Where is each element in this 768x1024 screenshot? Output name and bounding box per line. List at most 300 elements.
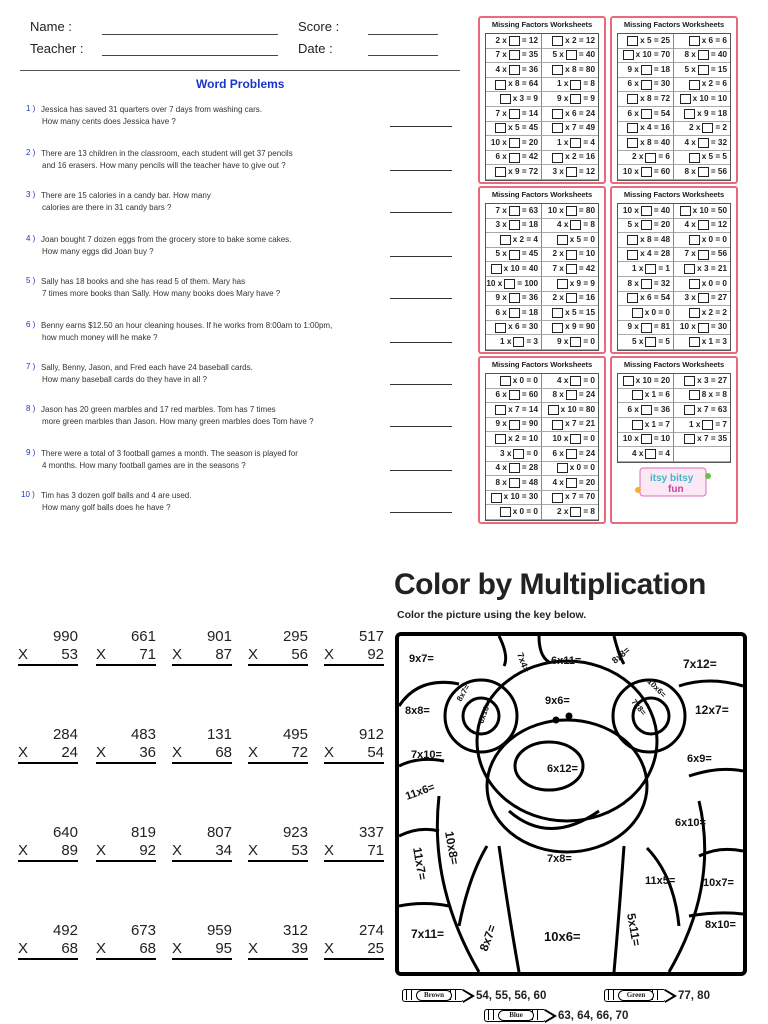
equation-suffix: x 8 = 64 <box>508 79 538 89</box>
factor-equation <box>674 292 730 307</box>
answer-box[interactable] <box>566 390 577 400</box>
equation-prefix: 4 x <box>495 463 507 473</box>
missing-factors-card <box>478 16 606 184</box>
factor-equation <box>674 204 730 219</box>
answer-box[interactable] <box>570 434 581 444</box>
answer-box[interactable] <box>552 420 563 430</box>
times-sign: X <box>18 744 29 761</box>
region-label: 10x6= <box>544 929 581 944</box>
equation-suffix: = 12 <box>710 220 727 230</box>
factor-equation <box>618 151 674 166</box>
equation-prefix: 7 x <box>552 264 564 274</box>
answer-box[interactable] <box>689 279 700 289</box>
equation-suffix: x 7 = 21 <box>565 419 595 429</box>
answer-box[interactable] <box>684 109 695 119</box>
answer-box[interactable] <box>552 109 563 119</box>
factor-equation <box>486 462 542 477</box>
answer-box[interactable] <box>570 220 581 230</box>
equation-prefix: 10 x <box>622 434 639 444</box>
region-label: 8x7= <box>454 682 472 703</box>
answer-box[interactable] <box>702 123 713 133</box>
question-text: How many eggs did Joan buy ? <box>42 247 154 256</box>
equation-suffix: = 81 <box>653 322 670 332</box>
answer-box[interactable] <box>500 507 511 517</box>
answer-box[interactable] <box>645 449 656 459</box>
region-label: 9x6= <box>545 695 570 707</box>
equation-suffix: x 9 = 9 <box>569 278 595 288</box>
answer-box[interactable] <box>548 405 559 415</box>
answer-line[interactable] <box>390 298 452 299</box>
equation-prefix: 4 x <box>556 220 569 230</box>
times-sign: X <box>172 744 183 761</box>
equation-suffix: = 12 <box>578 167 595 177</box>
answer-box[interactable] <box>570 337 581 347</box>
factor-equation <box>486 92 542 107</box>
region-label: 8x8= <box>405 705 430 717</box>
answer-box[interactable] <box>552 153 563 163</box>
answer-box[interactable] <box>495 80 506 90</box>
equation-suffix: x 7 = 63 <box>697 405 727 415</box>
answer-box[interactable] <box>509 50 520 60</box>
factor-equation <box>542 277 598 292</box>
multiplier: 53 <box>61 646 78 663</box>
missing-factors-card <box>478 356 606 524</box>
answer-box[interactable] <box>632 390 643 400</box>
question-text: calories are there in 31 candy bars ? <box>42 203 172 212</box>
equation-suffix: = 14 <box>521 108 538 118</box>
question-number: 7 ) <box>26 362 36 371</box>
equation-prefix: 9 x <box>495 419 507 429</box>
answer-box[interactable] <box>509 308 520 318</box>
equation-suffix: = 35 <box>521 50 538 60</box>
equation-prefix: 9 x <box>495 293 507 303</box>
answer-box[interactable] <box>684 434 695 444</box>
answer-box[interactable] <box>623 376 634 386</box>
word-problems-title: Word Problems <box>196 77 285 91</box>
question-number: 9 ) <box>26 448 36 457</box>
equation-prefix: 7 x <box>495 108 507 118</box>
answer-box[interactable] <box>684 405 695 415</box>
multiplicand: 807 <box>206 824 232 841</box>
answer-box[interactable] <box>509 293 520 303</box>
multiplier-row <box>96 646 156 666</box>
equation-prefix: 10 x <box>490 137 507 147</box>
answer-box[interactable] <box>509 420 520 430</box>
answer-box[interactable] <box>698 250 709 260</box>
equation-suffix: x 9 = 18 <box>697 108 727 118</box>
answer-box[interactable] <box>566 264 577 274</box>
equation-suffix: x 9 = 72 <box>508 167 538 177</box>
multiplication-problem <box>96 628 156 666</box>
logo-text-bottom: fun <box>668 484 684 495</box>
equation-suffix: x 8 = 40 <box>640 137 670 147</box>
multiplicand: 923 <box>282 824 308 841</box>
factor-equation <box>542 447 598 462</box>
factor-equation <box>674 34 730 49</box>
answer-box[interactable] <box>698 138 709 148</box>
answer-box[interactable] <box>557 463 568 473</box>
equation-prefix: 8 x <box>552 390 564 400</box>
factor-equation <box>618 262 674 277</box>
equation-prefix: 2 x <box>552 249 564 259</box>
answer-box[interactable] <box>645 264 656 274</box>
answer-box[interactable] <box>570 376 581 386</box>
multiplication-problem <box>324 922 384 960</box>
answer-box[interactable] <box>698 65 709 75</box>
equation-suffix: x 3 = 27 <box>697 375 727 385</box>
multiplicand: 912 <box>358 726 384 743</box>
factor-equation <box>486 49 542 64</box>
answer-box[interactable] <box>513 449 524 459</box>
question-text: more green marbles than Jason. How many green marbles does Tom have ? <box>42 417 314 426</box>
bear-drawing <box>399 636 743 972</box>
factor-equation <box>618 277 674 292</box>
equation-suffix: x 5 = 25 <box>640 35 670 45</box>
factor-equation <box>486 389 542 404</box>
equation-prefix: 1 x <box>688 419 701 429</box>
bear-eye-right <box>566 713 573 720</box>
answer-box[interactable] <box>566 250 577 260</box>
equation-prefix: 2 x <box>556 507 569 517</box>
answer-box[interactable] <box>689 337 700 347</box>
multiplicand: 495 <box>282 726 308 743</box>
answer-box[interactable] <box>627 94 638 104</box>
score-line <box>368 34 438 35</box>
equation-suffix: x 2 = 6 <box>701 79 727 89</box>
answer-box[interactable] <box>627 138 638 148</box>
answer-box[interactable] <box>641 65 652 75</box>
equation-suffix: x 8 = 72 <box>640 94 670 104</box>
answer-box[interactable] <box>641 167 652 177</box>
factor-equation <box>542 491 598 506</box>
times-sign: X <box>248 940 259 957</box>
answer-box[interactable] <box>566 293 577 303</box>
multiplier-row <box>18 646 78 666</box>
answer-line[interactable] <box>390 470 452 471</box>
answer-line[interactable] <box>390 212 452 213</box>
equation-suffix: x 2 = 10 <box>508 434 538 444</box>
answer-box[interactable] <box>504 279 515 289</box>
card-title: Missing Factors Worksheets <box>491 20 593 29</box>
answer-line[interactable] <box>390 384 452 385</box>
factor-equation <box>674 389 730 404</box>
answer-line[interactable] <box>390 170 452 171</box>
multiplication-problem <box>248 824 308 862</box>
equation-suffix: x 8 = 48 <box>640 234 670 244</box>
answer-box[interactable] <box>627 235 638 245</box>
answer-box[interactable] <box>495 323 506 333</box>
equation-suffix: = 4 <box>658 449 670 459</box>
multiplicand: 274 <box>358 922 384 939</box>
answer-box[interactable] <box>698 50 709 60</box>
factor-equation <box>674 92 730 107</box>
equation-suffix: = 28 <box>521 463 538 473</box>
answer-line[interactable] <box>390 426 452 427</box>
multiplicand: 661 <box>130 628 156 645</box>
answer-box[interactable] <box>702 420 713 430</box>
times-sign: X <box>18 646 29 663</box>
answer-box[interactable] <box>627 250 638 260</box>
date-line <box>368 55 438 56</box>
answer-box[interactable] <box>552 493 563 503</box>
answer-box[interactable] <box>641 220 652 230</box>
answer-box[interactable] <box>698 323 709 333</box>
factor-equation <box>674 219 730 234</box>
answer-box[interactable] <box>509 65 520 75</box>
answer-box[interactable] <box>552 65 563 75</box>
answer-box[interactable] <box>645 153 656 163</box>
answer-box[interactable] <box>632 308 643 318</box>
equation-suffix: = 0 <box>583 434 595 444</box>
answer-box[interactable] <box>698 293 709 303</box>
name-label: Name : <box>30 19 72 34</box>
equation-prefix: 4 x <box>684 220 696 230</box>
equation-suffix: x 3 = 21 <box>697 264 727 274</box>
question-number: 10 ) <box>21 490 35 499</box>
multiplier-row <box>248 842 308 862</box>
answer-box[interactable] <box>500 94 511 104</box>
factor-equation <box>618 321 674 336</box>
factor-equation <box>618 122 674 137</box>
equation-prefix: 8 x <box>684 167 696 177</box>
answer-box[interactable] <box>509 478 520 488</box>
color-by-multiplication-title: Color by Multiplication <box>394 568 706 601</box>
multiplier: 24 <box>61 744 78 761</box>
answer-box[interactable] <box>632 420 643 430</box>
question-text: There are 13 children in the classroom, each student will get 37 pencils <box>41 149 293 158</box>
answer-box[interactable] <box>641 323 652 333</box>
answer-box[interactable] <box>641 405 652 415</box>
question-number: 3 ) <box>26 190 36 199</box>
answer-box[interactable] <box>627 123 638 133</box>
answer-box[interactable] <box>566 167 577 177</box>
equation-suffix: x 10 = 40 <box>503 264 538 274</box>
answer-box[interactable] <box>509 390 520 400</box>
equation-prefix: 8 x <box>684 50 696 60</box>
answer-box[interactable] <box>689 308 700 318</box>
answer-box[interactable] <box>641 109 652 119</box>
factor-equation <box>486 136 542 151</box>
factor-equation <box>486 233 542 248</box>
equation-prefix: 6 x <box>627 405 639 415</box>
equation-suffix: x 10 = 70 <box>635 50 670 60</box>
answer-box[interactable] <box>495 434 506 444</box>
answer-box[interactable] <box>557 235 568 245</box>
answer-box[interactable] <box>566 50 577 60</box>
factor-equation <box>486 306 542 321</box>
answer-box[interactable] <box>509 206 520 216</box>
equation-prefix: 3 x <box>495 220 507 230</box>
answer-box[interactable] <box>491 264 502 274</box>
answer-box[interactable] <box>491 493 502 503</box>
factor-equation <box>674 277 730 292</box>
answer-box[interactable] <box>570 507 581 517</box>
answer-box[interactable] <box>680 94 691 104</box>
answer-box[interactable] <box>495 123 506 133</box>
answer-box[interactable] <box>500 235 511 245</box>
answer-box[interactable] <box>509 250 520 260</box>
bg-line-8 <box>399 829 439 836</box>
equation-prefix: 10 x <box>622 205 639 215</box>
answer-box[interactable] <box>509 36 520 46</box>
answer-box[interactable] <box>495 167 506 177</box>
question-text: and 16 erasers. How many pencils will the teacher have to give out ? <box>42 161 286 170</box>
answer-box[interactable] <box>509 138 520 148</box>
answer-box[interactable] <box>566 206 577 216</box>
answer-box[interactable] <box>641 279 652 289</box>
equation-suffix: = 32 <box>710 137 727 147</box>
equation-suffix: = 36 <box>521 293 538 303</box>
answer-box[interactable] <box>509 463 520 473</box>
equation-prefix: 9 x <box>627 64 639 74</box>
equation-suffix: = 3 <box>526 337 538 347</box>
multiplication-problem <box>18 824 78 862</box>
color-key-blue <box>478 1008 628 1023</box>
answer-box[interactable] <box>570 94 581 104</box>
factor-equation <box>542 49 598 64</box>
factor-equation <box>486 107 542 122</box>
answer-box[interactable] <box>645 337 656 347</box>
answer-box[interactable] <box>689 80 700 90</box>
question-text: 4 months. How many football games are in the seasons ? <box>42 461 246 470</box>
equation-suffix: x 5 = 5 <box>701 152 727 162</box>
multiplier-row <box>18 940 78 960</box>
answer-box[interactable] <box>641 80 652 90</box>
equation-suffix: x 2 = 16 <box>565 152 595 162</box>
answer-line[interactable] <box>390 256 452 257</box>
answer-box[interactable] <box>552 308 563 318</box>
answer-box[interactable] <box>509 220 520 230</box>
factor-equation <box>542 219 598 234</box>
answer-box[interactable] <box>627 36 638 46</box>
answer-box[interactable] <box>698 220 709 230</box>
times-sign: X <box>324 842 335 859</box>
equation-prefix: 6 x <box>552 448 564 458</box>
teacher-line <box>102 55 278 56</box>
factor-equation <box>486 122 542 137</box>
answer-box[interactable] <box>552 123 563 133</box>
answer-box[interactable] <box>552 323 563 333</box>
answer-box[interactable] <box>509 153 520 163</box>
equation-prefix: 1 x <box>631 264 644 274</box>
factor-equation <box>486 34 542 49</box>
answer-line[interactable] <box>390 342 452 343</box>
factor-equation <box>486 447 542 462</box>
multiplier-row <box>18 842 78 862</box>
answer-box[interactable] <box>566 449 577 459</box>
answer-box[interactable] <box>509 109 520 119</box>
factor-equation <box>618 403 674 418</box>
answer-line[interactable] <box>390 512 452 513</box>
answer-box[interactable] <box>557 279 568 289</box>
equation-suffix: = 15 <box>710 64 727 74</box>
answer-box[interactable] <box>570 80 581 90</box>
answer-box[interactable] <box>684 376 695 386</box>
answer-box[interactable] <box>552 36 563 46</box>
multiplication-problem <box>248 726 308 764</box>
region-label: 10x7= <box>703 877 734 889</box>
answer-box[interactable] <box>698 167 709 177</box>
equation-suffix: = 9 <box>583 94 595 104</box>
multiplier: 87 <box>215 646 232 663</box>
multiplication-problem <box>96 824 156 862</box>
multiplicand: 640 <box>52 824 78 841</box>
answer-box[interactable] <box>641 434 652 444</box>
equation-suffix: = 0 <box>583 337 595 347</box>
bg-line-10 <box>399 904 449 907</box>
multiplicand: 131 <box>206 726 232 743</box>
question-text: Sally, Benny, Jason, and Fred each have 24 baseball cards. <box>41 363 253 372</box>
equation-suffix: x 8 = 80 <box>565 64 595 74</box>
equation-suffix: = 12 <box>521 35 538 45</box>
question-text: Tim has 3 dozen golf balls and 4 are used. <box>41 491 192 500</box>
answer-box[interactable] <box>623 50 634 60</box>
multiplication-problem <box>248 628 308 666</box>
equation-suffix: = 90 <box>521 419 538 429</box>
multiplicand: 312 <box>282 922 308 939</box>
answer-box[interactable] <box>689 235 700 245</box>
equation-suffix: = 54 <box>653 108 670 118</box>
times-sign: X <box>248 646 259 663</box>
multiplier-row <box>96 744 156 764</box>
answer-box[interactable] <box>570 138 581 148</box>
equation-suffix: x 10 = 20 <box>635 375 670 385</box>
question-text: Joan bought 7 dozen eggs from the grocery store to bake some cakes. <box>41 235 292 244</box>
answer-box[interactable] <box>513 337 524 347</box>
answer-box[interactable] <box>689 36 700 46</box>
equation-prefix: 5 x <box>552 50 564 60</box>
factor-equation <box>486 292 542 307</box>
times-sign: X <box>96 744 107 761</box>
equation-prefix: 4 x <box>556 375 569 385</box>
answer-box[interactable] <box>680 206 691 216</box>
multiplier-row <box>324 744 384 764</box>
equation-suffix: x 0 = 0 <box>569 463 595 473</box>
factor-equation <box>674 233 730 248</box>
crayon-icon <box>396 988 476 1003</box>
equation-prefix: 4 x <box>684 137 696 147</box>
answer-box[interactable] <box>689 390 700 400</box>
answer-line[interactable] <box>390 126 452 127</box>
answer-box[interactable] <box>641 206 652 216</box>
factor-equation <box>542 248 598 263</box>
factor-equation <box>486 262 542 277</box>
answer-box[interactable] <box>500 376 511 386</box>
answer-box[interactable] <box>627 293 638 303</box>
equation-suffix: x 1 = 7 <box>644 419 670 429</box>
bg-line-7 <box>689 769 743 776</box>
answer-box[interactable] <box>689 153 700 163</box>
multiplier: 34 <box>215 842 232 859</box>
multiplication-problem <box>324 824 384 862</box>
multiplier-row <box>96 940 156 960</box>
multiplicand: 337 <box>358 824 384 841</box>
factor-equation <box>618 248 674 263</box>
bg-line-2 <box>499 636 506 666</box>
question-text: 7 times more books than Sally. How many books does Mary have ? <box>42 289 281 298</box>
factor-equation <box>674 321 730 336</box>
equation-suffix: x 6 = 6 <box>701 35 727 45</box>
answer-box[interactable] <box>566 478 577 488</box>
answer-box[interactable] <box>684 264 695 274</box>
answer-box[interactable] <box>495 405 506 415</box>
equation-suffix: x 5 = 0 <box>569 234 595 244</box>
right-body-line <box>614 846 624 972</box>
left-arm-shape <box>437 796 479 972</box>
factor-equation <box>618 219 674 234</box>
factor-equation <box>486 204 542 219</box>
card-title: Missing Factors Worksheets <box>491 190 593 199</box>
